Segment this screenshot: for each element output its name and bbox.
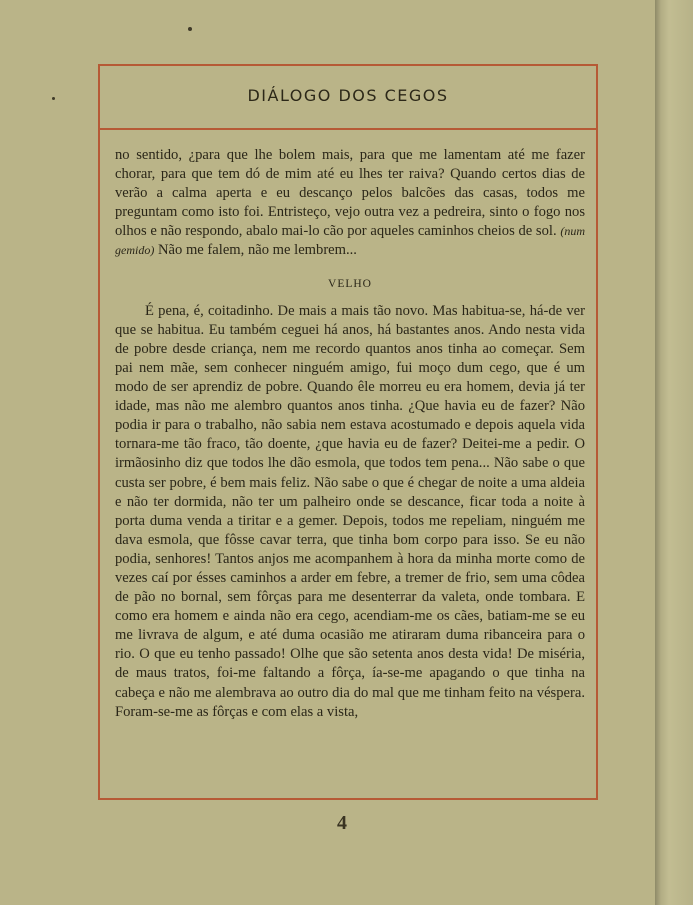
ink-speck xyxy=(188,27,192,31)
paragraph-2: É pena, é, coitadinho. De mais a mais tão novo. Mas habitua-se, há-de ver que se habitua. Eu também ceguei há anos, há bastantes anos. Ando nesta vida de pobre desde criança, nem me recordo quantos anos tinha ao começar. Sem pai nem mãe, sem conhecer ninguém amigo, fui moço dum cego, que é um modo de ser aprendiz de pobre. Quando êle morreu eu era homem, devia já ter idade, mas não me alembro quantos anos tinha. ¿Que havia eu de fazer? Não podia ir para o trabalho, não sabia nem estava acostumado e depois aquela vida tornara-me tão fraco, tão doente, ¿que havia eu de fazer? Deitei-me a pedir. O irmãosinho diz que todos lhe dão esmola, que todos tem pena... Não sabe o que custa ser pobre, é bem mais feliz. Não sabe o que é chegar de noite a uma aldeia e não ter dormida, não ter um palheiro onde se descance, ficar toda a noite à porta duma venda a tiritar e a gemer. Depois, todos me repeliam, ninguém me dava esmola, que fôsse cavar terra, que tinha bom corpo para isso. Se eu não podia, senhores! Tantos anjos me acompanhem à hora da minha morte como de vezes caí por ésses caminhos a arder em febre, a tremer de frio, sem uma côdea de pão no bornal, sem fôrças para me desenterrar da valeta, onde tombara. E como era homem e ainda não era cego, acendiam-me os cães, batiam-me se eu me livrava de algum, e até duma ocasião me atiraram duma ribanceira para o rio. O que eu tenho passado! Olhe que são setenta anos desta vida! De miséria, de maus tratos, foi-me faltando a fôrça, ía-se-me apagando o que tinha na cabeça e não me alembrava ao outro dia do mal que me tinham feito na véspera. Foram-se-me as fôrças e com elas a vista, xyxy=(115,302,585,720)
paragraph-1 xyxy=(115,146,585,261)
ink-speck xyxy=(52,97,55,100)
book-gutter xyxy=(655,0,693,905)
page-number: 4 xyxy=(337,812,347,834)
paragraph-1-closing: Não me falem, não me lembrem... xyxy=(157,242,357,259)
speaker-name: VELHO xyxy=(328,277,372,290)
header-rule xyxy=(100,128,596,130)
body-text xyxy=(115,146,585,722)
running-header: DIÁLOGO DOS CEGOS xyxy=(247,86,449,105)
text-frame xyxy=(98,64,598,800)
paragraph-1-text: no sentido, ¿para que lhe bolem mais, para que me lamentam até me fazer chorar, para que tem dó de mim até eu lhes ter raiva? Quando certos dias de verão a calma aperta e eu descanço pelos balcões das casas, todos me preguntam como isto foi. Entristeço, vejo outra vez a pedreira, sinto o fogo nos olhos e não respondo, abalo mai-lo cão por aqueles caminhos cheios de sol. xyxy=(115,147,585,240)
stage-direction: (num gemido) xyxy=(115,224,586,258)
